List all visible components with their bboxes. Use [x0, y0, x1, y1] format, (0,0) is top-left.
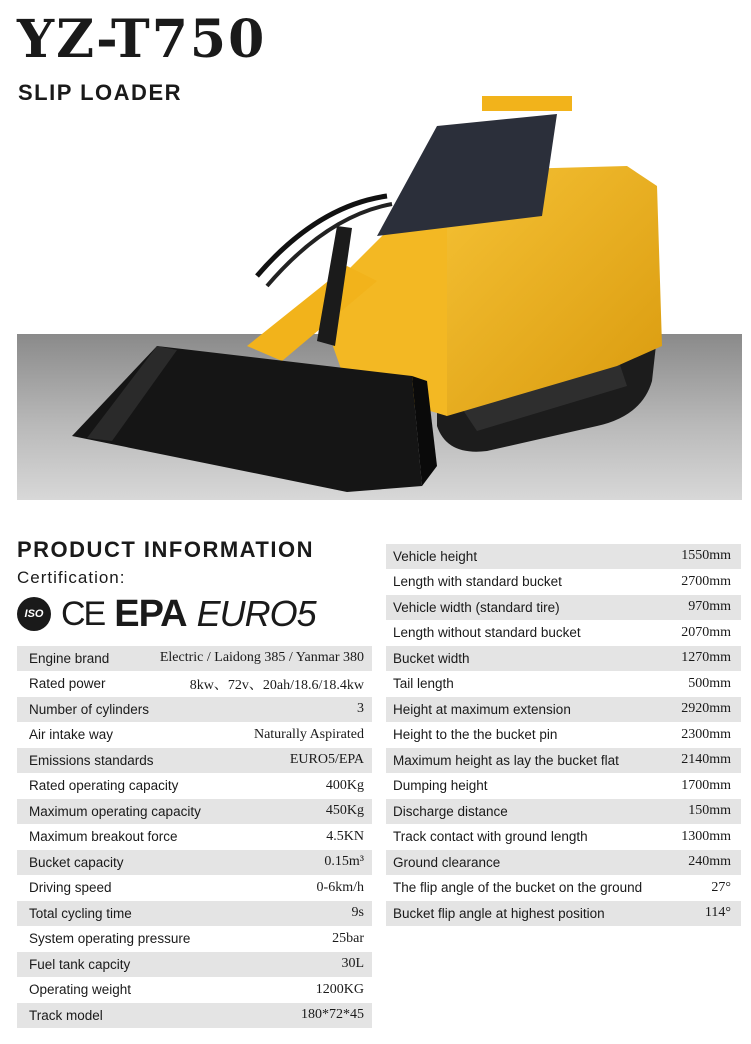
spec-row [17, 646, 372, 672]
spec-value: 0.15m³ [324, 854, 364, 870]
spec-label: Number of cylinders [29, 701, 150, 717]
spec-label: Maximum breakout force [29, 829, 178, 845]
spec-row [386, 646, 741, 672]
spec-row [17, 774, 372, 800]
spec-label: Maximum operating capacity [29, 803, 201, 819]
spec-row [386, 697, 741, 723]
spec-value: 180*72*45 [301, 1007, 364, 1023]
spec-label: Bucket capacity [29, 854, 124, 870]
spec-row [386, 672, 741, 698]
spec-value: 1200KG [315, 981, 364, 997]
spec-row [386, 621, 741, 647]
spec-row [17, 723, 372, 749]
spec-label: Length without standard bucket [393, 625, 581, 641]
spec-row [17, 697, 372, 723]
spec-value: 1300mm [681, 828, 731, 844]
spec-table-right [386, 544, 741, 927]
spec-label: Rated power [29, 676, 106, 692]
spec-value: 2140mm [681, 752, 731, 768]
spec-row [386, 723, 741, 749]
spec-label: Engine brand [29, 650, 110, 666]
spec-label: Height to the the bucket pin [393, 727, 558, 743]
spec-value: 1700mm [681, 777, 731, 793]
spec-label: Track contact with ground length [393, 829, 588, 845]
spec-value: 2300mm [681, 726, 731, 742]
spec-label: Fuel tank capcity [29, 956, 131, 972]
spec-value: 1270mm [681, 650, 731, 666]
spec-value: 4.5KN [326, 828, 364, 844]
spec-row [386, 850, 741, 876]
spec-value: 450Kg [325, 803, 364, 819]
spec-row [17, 952, 372, 978]
spec-value: 240mm [688, 854, 731, 870]
spec-row [17, 978, 372, 1004]
spec-label: Maximum height as lay the bucket flat [393, 752, 619, 768]
spec-row [17, 876, 372, 902]
spec-row [386, 570, 741, 596]
spec-label: Ground clearance [393, 854, 501, 870]
epa-logo: EPA [114, 593, 187, 635]
spec-label: Driving speed [29, 880, 112, 896]
spec-row [386, 901, 741, 927]
spec-value: 2700mm [681, 573, 731, 589]
spec-value: 114° [704, 905, 731, 921]
product-subtitle: SLIP LOADER [18, 80, 183, 105]
spec-row [17, 748, 372, 774]
spec-label: Air intake way [29, 727, 114, 743]
loader-photo [17, 96, 742, 500]
spec-value: 27° [711, 879, 731, 895]
spec-row [17, 799, 372, 825]
spec-row [17, 672, 372, 698]
spec-label: The flip angle of the bucket on the ground [393, 880, 643, 896]
iso-logo: ISO [17, 597, 51, 631]
spec-label: Vehicle width (standard tire) [393, 599, 560, 615]
spec-label: Vehicle height [393, 548, 478, 564]
spec-row [386, 595, 741, 621]
spec-label: Height at maximum extension [393, 701, 571, 717]
spec-row [386, 876, 741, 902]
spec-row [386, 544, 741, 570]
spec-label: Bucket width [393, 650, 470, 666]
product-information-heading: PRODUCT INFORMATION [17, 537, 314, 562]
product-model-title: YZ-T750 [17, 9, 267, 70]
spec-value: 500mm [688, 675, 731, 691]
spec-value: 8kw、72v、20ah/18.6/18.4kw [189, 677, 364, 693]
spec-table-left [17, 646, 372, 1029]
spec-value: 3 [357, 701, 364, 717]
spec-label: Operating weight [29, 982, 132, 998]
spec-row [17, 850, 372, 876]
spec-row [386, 799, 741, 825]
spec-value: 30L [341, 956, 364, 972]
certification-label: Certification: [17, 568, 126, 587]
spec-label: Rated operating capacity [29, 778, 179, 794]
spec-label: System operating pressure [29, 931, 191, 947]
spec-value: 9s [351, 905, 364, 921]
spec-value: 400Kg [325, 777, 364, 793]
spec-value: 2070mm [681, 624, 731, 640]
spec-value: 1550mm [681, 548, 731, 564]
spec-row [386, 825, 741, 851]
spec-label: Total cycling time [29, 905, 132, 921]
spec-value: 150mm [688, 803, 731, 819]
spec-row [17, 927, 372, 953]
spec-value: 25bar [332, 930, 364, 946]
spec-value: EURO5/EPA [289, 752, 364, 768]
spec-value: Naturally Aspirated [253, 726, 364, 742]
spec-label: Emissions standards [29, 752, 154, 768]
spec-row [386, 774, 741, 800]
spec-value: 970mm [688, 599, 731, 615]
ce-logo: CE [61, 595, 105, 633]
certification-logos [17, 590, 317, 638]
spec-label: Length with standard bucket [393, 574, 562, 590]
spec-label: Track model [29, 1007, 103, 1023]
spec-value: Electric / Laidong 385 / Yanmar 380 [159, 650, 364, 666]
spec-label: Dumping height [393, 778, 488, 794]
spec-label: Discharge distance [393, 803, 508, 819]
spec-value: 2920mm [681, 701, 731, 717]
spec-label: Tail length [393, 676, 454, 692]
spec-row [17, 901, 372, 927]
spec-value: 0-6km/h [316, 879, 364, 895]
euro5-logo: EURO5 [196, 593, 316, 634]
spec-row [386, 748, 741, 774]
spec-row [17, 1003, 372, 1029]
spec-row [17, 825, 372, 851]
spec-label: Bucket flip angle at highest position [393, 905, 605, 921]
